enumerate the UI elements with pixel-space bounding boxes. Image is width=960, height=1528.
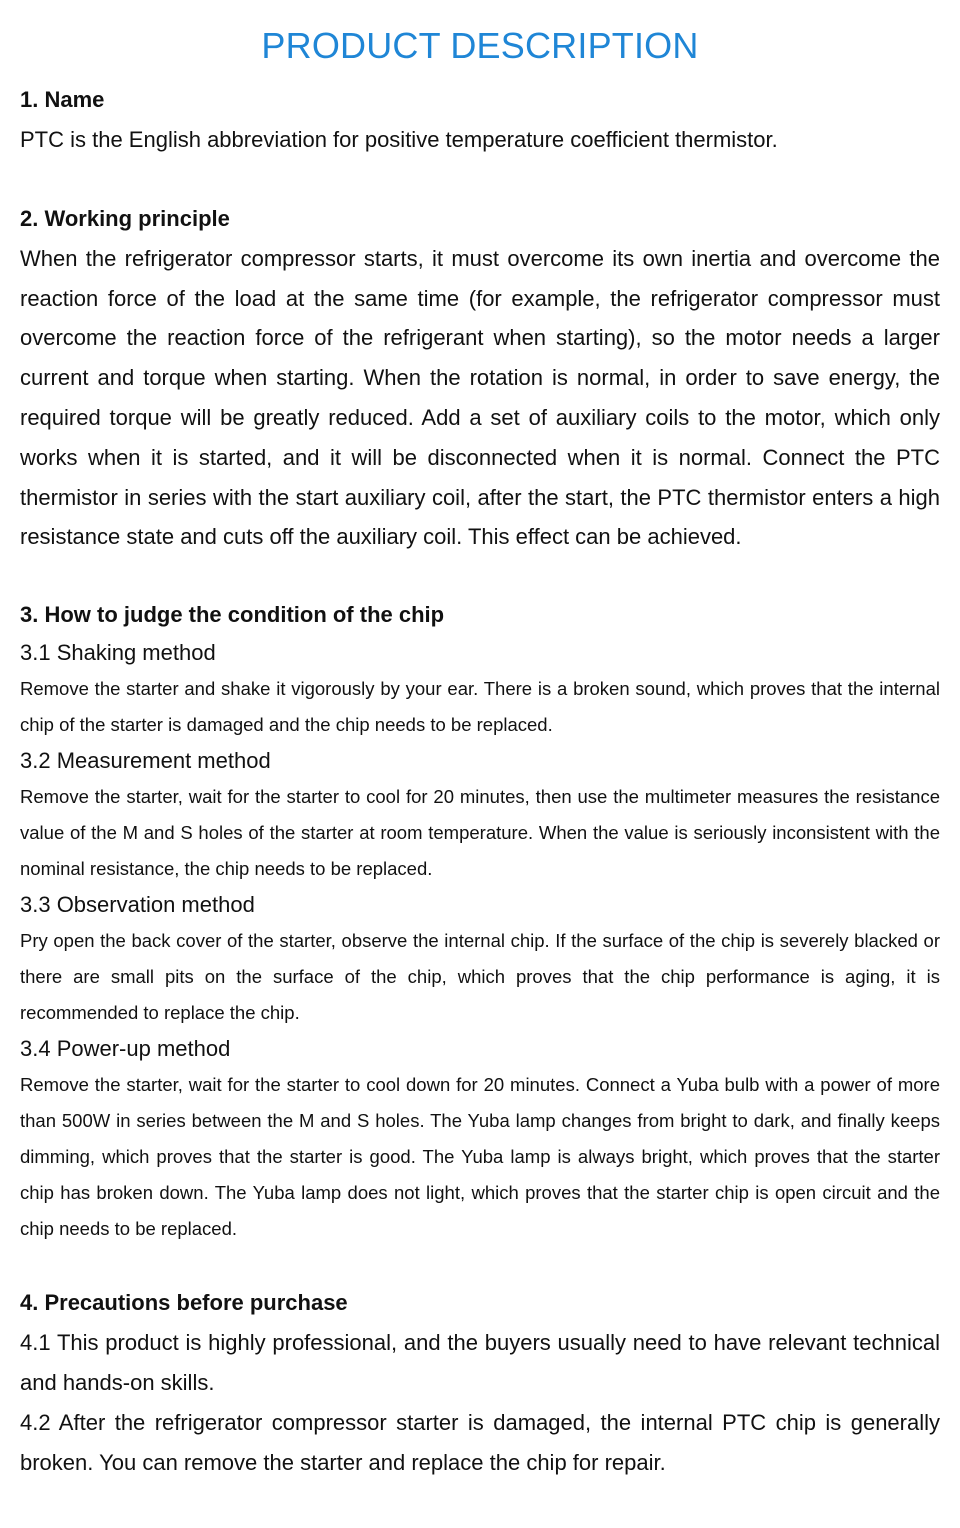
section-spacer bbox=[20, 557, 940, 595]
subsection-paragraph: Remove the starter, wait for the starter to cool for 20 minutes, then use the multimeter measures the resistance value of the M and S holes of the starter at room temperature. When the value is seriously inconsistent with the nominal resistance, the chip needs to be replaced. bbox=[20, 786, 940, 880]
section-name bbox=[20, 80, 940, 160]
section-paragraph: PTC is the English abbreviation for positive temperature coefficient thermistor. bbox=[20, 127, 778, 152]
section-paragraph: When the refrigerator compressor starts, it must overcome its own inertia and overcome the reaction force of the load at the same time (for example, the refrigerator compressor must overcome the reaction force of the refrigerant when starting), so the motor needs a larger current and torque when starting. When the rotation is normal, in order to save energy, the required torque will be greatly reduced. Add a set of auxiliary coils to the motor, which only works when it is started, and it will be disconnected when it is normal. Connect the PTC thermistor in series with the start auxiliary coil, after the start, the PTC thermistor enters a high resistance state and cuts off the auxiliary coil. This effect can be achieved. bbox=[20, 245, 940, 550]
subsection-title: 3.2 Measurement method bbox=[20, 748, 271, 774]
section-spacer bbox=[20, 1247, 940, 1283]
precaution-item: 4.2 After the refrigerator compressor starter is damaged, the internal PTC chip is generally broken. You can remove the starter and replace the chip for repair. bbox=[20, 1409, 940, 1475]
subsection-paragraph: Pry open the back cover of the starter, observe the internal chip. If the surface of the chip is severely blacked or there are small pits on the surface of the chip, which proves that the chip performance is aging, it is recommended to replace the chip. bbox=[20, 930, 940, 1024]
section-precautions bbox=[20, 1283, 940, 1482]
description-content bbox=[20, 80, 940, 1482]
precaution-item: 4.1 This product is highly professional, and the buyers usually need to have relevant technical and hands-on skills. bbox=[20, 1330, 940, 1395]
section-heading: 2. Working principle bbox=[20, 205, 230, 231]
section-heading: 3. How to judge the condition of the chip bbox=[20, 602, 445, 628]
subsection-title: 3.3 Observation method bbox=[20, 892, 255, 918]
section-working-principle bbox=[20, 199, 940, 557]
subsection-title: 3.4 Power-up method bbox=[20, 1036, 231, 1062]
section-chip-condition bbox=[20, 595, 940, 1247]
section-heading: 1. Name bbox=[20, 87, 105, 112]
section-heading: 4. Precautions before purchase bbox=[20, 1290, 348, 1316]
subsection-paragraph: Remove the starter, wait for the starter to cool down for 20 minutes. Connect a Yuba bulb with a power of more than 500W in series between the M and S holes. The Yuba lamp changes from bright to dark, and finally keeps dimming, which proves that the starter is good. The Yuba lamp is always bright, which proves that the starter chip has broken down. The Yuba lamp does not light, which proves that the starter chip is open circuit and the chip needs to be replaced. bbox=[20, 1074, 940, 1240]
subsection-paragraph: Remove the starter and shake it vigorously by your ear. There is a broken sound, which proves that the internal chip of the starter is damaged and the chip needs to be replaced. bbox=[20, 678, 940, 736]
subsection-title: 3.1 Shaking method bbox=[20, 640, 216, 666]
section-spacer bbox=[20, 160, 940, 199]
page-title: PRODUCT DESCRIPTION bbox=[261, 25, 699, 66]
